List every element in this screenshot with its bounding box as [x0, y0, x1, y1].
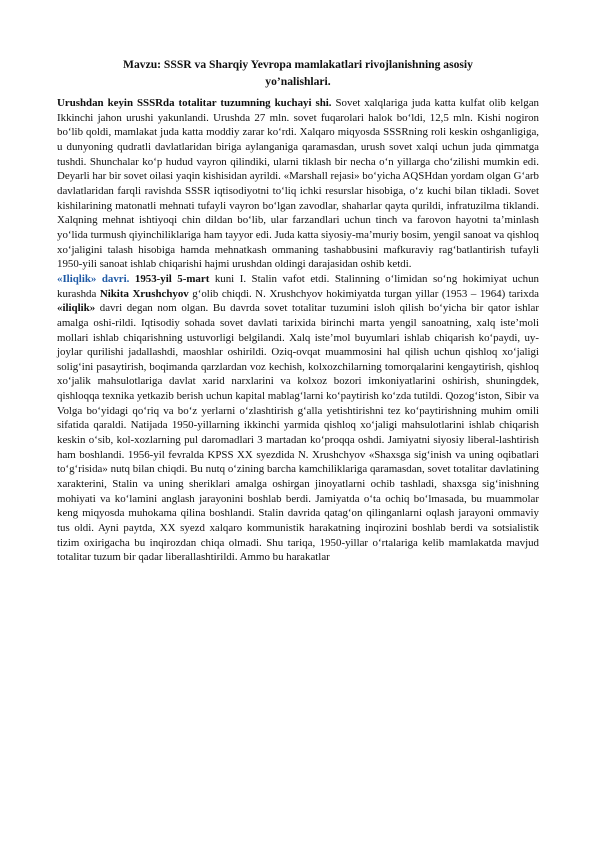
section-heading-thaw: «Iliqlik» davri.: [57, 272, 130, 285]
date-bold: 1953-yil 5-mart: [129, 272, 210, 285]
paragraph-text-b: g‘olib chiqdi. N. Xrushchyov hokimiyatda turgan yillar (1953 – 1964) tarixda: [188, 287, 540, 300]
paragraph-text: Sovet xalqlariga juda katta kulfat olib kelgan Ikkinchi jahon urushi yakunlandi. Urushda 27 mln. sovet fuqarolari halok bo‘ldi, 12,5 mln. Kishi nogiron bo‘lib qoldi, mamlakat juda katta moddiy zarar ko‘rdi. Xalqaro miqyosda SSSRning roli keskin oshganligiga, u dunyoning qudratli davlatlaridan biriga aylanganiga qaramasdan, urush sovet xalqi uchun juda qimmatga tushdi. Shunchalar ko‘p hudud vayron qilindiki, ularni tiklash bir necha o‘n yillarga cho‘zilishi mumkin edi. Deyarli har bir sovet oilasi yaqin kishisidan ayrildi. «Marshall rejasi» bo‘yicha AQSHdan yordam olgan G‘arb davlatlaridan farqli ravishda SSSR iqtisodiyotni to‘liq ichki resurslar hisobiga, o‘z kuchi bilan tikladi. Sovet kishilarining matonatli mehnati tufayli vayron bo‘lgan zavodlar, shaharlar qayta qurildi, infratuzilma tiklandi. Xalqning mehnat ishtiyoqi chin dildan bo‘lib, ular farzandlari uchun tinch va farovon hayotni ta’minlash yo‘lida turmush qiyinchiliklariga ham tayyor edi. Juda katta siyosiy-ma’muriy bosim, yengil sanoat va qishloq xo‘jaligini talash hisobiga hamda mehnatkash ommaning tashabbusini mafkuraviy rag‘batlantirish tufayli 1950-yili sanoat ishlab chiqarishi hajmi urushdan oldingi darajasidan oshib ketdi.: [57, 97, 539, 271]
paragraph-text-a: kuni I. Stalin vafot etdi. Stalinning o‘limidan so‘ng hokimiyat uchun kurashda: [57, 272, 539, 300]
document-title: [57, 56, 539, 90]
term-bold: «iliqlik»: [57, 302, 96, 315]
paragraph-postwar: [57, 96, 539, 272]
paragraph-lead-heading: Urushdan keyin SSSRda totalitar tuzumning kuchayi shi.: [57, 97, 332, 109]
paragraph-text-c: davri degan nom olgan. Bu davrda sovet totalitar tuzumini isloh qilish bo‘yicha bir qator ishlar amalga oshi-rildi. Iqtisodiy sohada sovet davlati tarixida birinchi marta yengil sanoatning, xalq iste’moli mollari ishlab chiqarishning ustuvorligi belgilandi. Xalq iste’mol buyumlari ishlab chiqarish ko‘paydi, uy-joylar qurilishi jadallashdi, maoshlar oshirildi. Oziq-ovqat muammosini hal qilish uchun qishloq xo‘jaligi solig‘ini pasaytirish, boqimanda qarzlardan voz kechish, kolxozchilarning tomorqalarini kengaytirish, qishloq xo‘jalik mahsulotlariga davlat xarid narxlarini va kolxoz bozori imkoniyatlarini oshirish, shuningdek, qishloqqa texnika yetkazib berish uchun kapital mablag‘larni ko‘paytirish ko‘zda tutildi. Qozog‘iston, Sibir va Volga bo‘yidagi qo‘riq va bo‘z yerlarni o‘zlashtirish g‘alla yetishtirishni tez ko‘paytirishning muhim omili sifatida qaraldi. Natijada 1950-yillarning ikkinchi yarmida qishloq xo‘jaligi mahsulotlarini ishlab chiqarish keskin o‘sib, kol-xozlarning pul daromadlari 3 martadan ko‘proqqa oshdi. Jamiyatni siyosiy liberal-lashtirish ham boshlandi. 1956-yil fevralda KPSS XX syezdida N. Xrushchyov «Shaxsga sig‘inish va uning oqibatlari to‘g‘risida» nutq bilan chiqdi. Bu nutq o‘zining barcha kamchiliklariga qaramasdan, sovet totalitar davlatining xarakterini, Stalin va uning sheriklari amalga oshirgan jinoyatlarni ochib tashladi, shaxsga sig‘inishning mohiyati va ko‘lamini anglash jarayonini boshlab berdi. Jamiyatda o‘ta ochiq bo‘lmasada, bu muammolar keng miqyosda muhokama qilina boshlandi. Stalin davrida qatag‘on qilinganlarni oqlash jarayoni ommaviy tus oldi. Ayni paytda, XX syezd xalqaro kommunistik harakatning inqirozini boshlab berdi va sotsialistik tizim oxirigacha bu inqirozdan chiqa olmadi. Shu tariqa, 1950-yillar o‘rtalariga kelib mamlakatda mavjud totalitar tuzum bir qadar liberallashtirildi. Ammo bu harakatlar: [57, 302, 539, 564]
title-line-1: Mavzu: SSSR va Sharqiy Yevropa mamlakatlari rivojlanishning asosiy: [123, 58, 473, 71]
name-bold: Nikita Xrushchyov: [99, 287, 189, 300]
title-line-2: yo’nalishlari.: [265, 75, 331, 88]
paragraph-thaw: [57, 272, 539, 565]
